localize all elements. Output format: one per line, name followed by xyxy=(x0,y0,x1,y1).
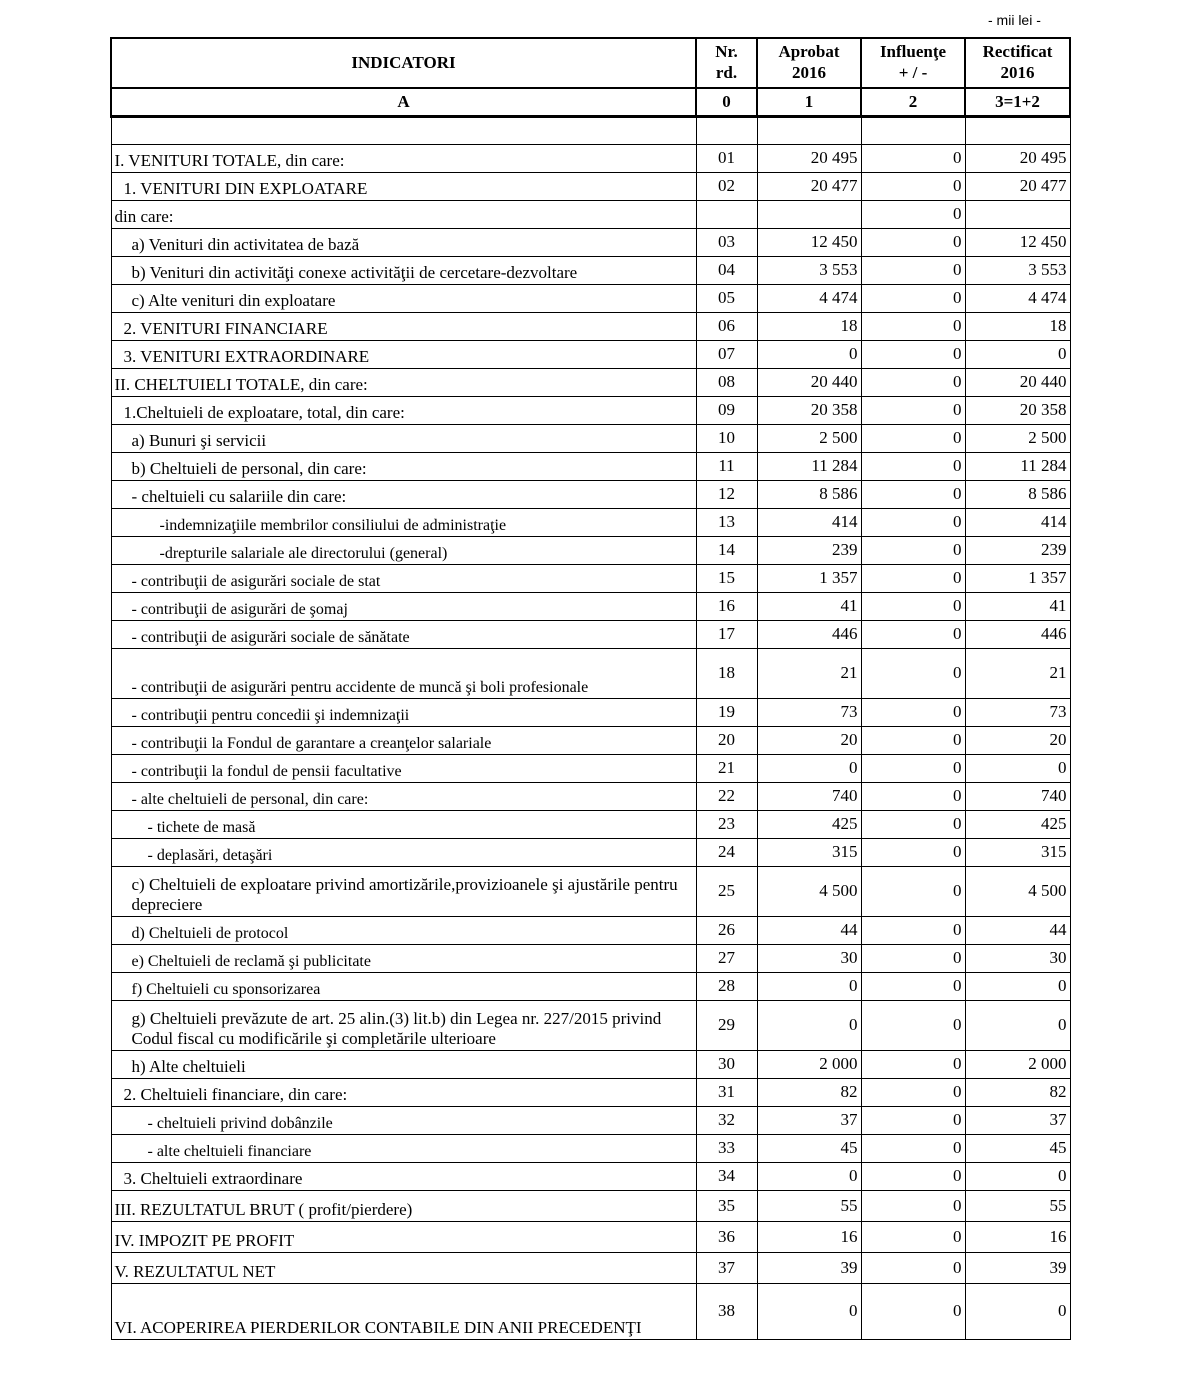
value-influente: 0 xyxy=(861,425,965,453)
value-aprobat: 239 xyxy=(757,537,861,565)
row-number: 33 xyxy=(696,1135,757,1163)
value-influente: 0 xyxy=(861,699,965,727)
indicator-label: - cheltuieli privind dobânzile xyxy=(111,1107,696,1135)
table-row xyxy=(111,867,1070,917)
value-aprobat: 20 xyxy=(757,727,861,755)
table-row xyxy=(111,1135,1070,1163)
value-aprobat: 4 474 xyxy=(757,285,861,313)
row-number: 14 xyxy=(696,537,757,565)
indicator-label: - deplasări, detaşări xyxy=(111,839,696,867)
table-row xyxy=(111,839,1070,867)
indicator-label: III. REZULTATUL BRUT ( profit/pierdere) xyxy=(111,1191,696,1222)
value-aprobat: 20 358 xyxy=(757,397,861,425)
row-number: 06 xyxy=(696,313,757,341)
value-influente: 0 xyxy=(861,593,965,621)
value-rectificat: 239 xyxy=(965,537,1070,565)
value-rectificat: 0 xyxy=(965,341,1070,369)
column-letter-a: A xyxy=(111,88,696,117)
header-influente: Influenţe + / - xyxy=(861,38,965,88)
value-rectificat: 16 xyxy=(965,1222,1070,1253)
value-aprobat: 0 xyxy=(757,1001,861,1051)
indicator-label: a) Venituri din activitatea de bază xyxy=(111,229,696,257)
value-rectificat: 44 xyxy=(965,917,1070,945)
row-number: 38 xyxy=(696,1284,757,1340)
value-rectificat: 20 440 xyxy=(965,369,1070,397)
indicator-label: II. CHELTUIELI TOTALE, din care: xyxy=(111,369,696,397)
row-number: 07 xyxy=(696,341,757,369)
value-aprobat: 41 xyxy=(757,593,861,621)
table-row xyxy=(111,509,1070,537)
value-rectificat: 45 xyxy=(965,1135,1070,1163)
row-number: 19 xyxy=(696,699,757,727)
row-number: 30 xyxy=(696,1051,757,1079)
value-influente: 0 xyxy=(861,649,965,699)
value-aprobat: 446 xyxy=(757,621,861,649)
header-indicatori: INDICATORI xyxy=(111,38,696,88)
value-influente: 0 xyxy=(861,727,965,755)
value-influente: 0 xyxy=(861,1253,965,1284)
unit-label: - mii lei - xyxy=(988,12,1041,28)
value-influente: 0 xyxy=(861,1079,965,1107)
value-influente: 0 xyxy=(861,257,965,285)
value-aprobat: 0 xyxy=(757,1284,861,1340)
header-nr-rd: Nr. rd. xyxy=(696,38,757,88)
value-influente: 0 xyxy=(861,917,965,945)
column-letter-2: 2 xyxy=(861,88,965,117)
value-influente: 0 xyxy=(861,397,965,425)
row-number: 23 xyxy=(696,811,757,839)
value-rectificat: 12 450 xyxy=(965,229,1070,257)
value-aprobat: 0 xyxy=(757,755,861,783)
column-letters-row xyxy=(111,88,1070,117)
value-rectificat: 4 474 xyxy=(965,285,1070,313)
indicator-label: 2. VENITURI FINANCIARE xyxy=(111,313,696,341)
value-rectificat: 8 586 xyxy=(965,481,1070,509)
table-row xyxy=(111,1079,1070,1107)
row-number: 09 xyxy=(696,397,757,425)
indicator-label: din care: xyxy=(111,201,696,229)
indicator-label: c) Alte venituri din exploatare xyxy=(111,285,696,313)
indicator-label: g) Cheltuieli prevăzute de art. 25 alin.(3) lit.b) din Legea nr. 227/2015 privind Codul fiscal cu modificările şi completările ulterioare xyxy=(111,1001,696,1051)
value-influente: 0 xyxy=(861,783,965,811)
value-rectificat: 2 000 xyxy=(965,1051,1070,1079)
table-row xyxy=(111,173,1070,201)
header-rectificat: Rectificat 2016 xyxy=(965,38,1070,88)
value-rectificat: 0 xyxy=(965,1284,1070,1340)
value-influente: 0 xyxy=(861,1001,965,1051)
table-row xyxy=(111,945,1070,973)
value-influente: 0 xyxy=(861,509,965,537)
value-influente: 0 xyxy=(861,145,965,173)
value-aprobat: 20 477 xyxy=(757,173,861,201)
value-aprobat: 425 xyxy=(757,811,861,839)
value-aprobat: 2 000 xyxy=(757,1051,861,1079)
indicator-label: - tichete de masă xyxy=(111,811,696,839)
value-rectificat: 11 284 xyxy=(965,453,1070,481)
indicator-label: -indemnizaţiile membrilor consiliului de administraţie xyxy=(111,509,696,537)
value-rectificat: 414 xyxy=(965,509,1070,537)
value-rectificat: 1 357 xyxy=(965,565,1070,593)
value-aprobat: 0 xyxy=(757,973,861,1001)
value-rectificat: 20 xyxy=(965,727,1070,755)
table-row xyxy=(111,397,1070,425)
value-rectificat: 446 xyxy=(965,621,1070,649)
value-influente: 0 xyxy=(861,811,965,839)
table-row xyxy=(111,285,1070,313)
value-influente: 0 xyxy=(861,537,965,565)
value-aprobat: 315 xyxy=(757,839,861,867)
value-aprobat: 73 xyxy=(757,699,861,727)
table-row xyxy=(111,257,1070,285)
indicator-label: - contribuţii de asigurări sociale de sănătate xyxy=(111,621,696,649)
row-number xyxy=(696,201,757,229)
value-influente: 0 xyxy=(861,173,965,201)
table-row xyxy=(111,755,1070,783)
value-influente: 0 xyxy=(861,481,965,509)
row-number: 02 xyxy=(696,173,757,201)
value-influente: 0 xyxy=(861,621,965,649)
row-number: 34 xyxy=(696,1163,757,1191)
row-number: 35 xyxy=(696,1191,757,1222)
value-aprobat: 8 586 xyxy=(757,481,861,509)
indicator-label: -drepturile salariale ale directorului (general) xyxy=(111,537,696,565)
value-aprobat: 21 xyxy=(757,649,861,699)
table-row xyxy=(111,1253,1070,1284)
indicator-label: d) Cheltuieli de protocol xyxy=(111,917,696,945)
row-number: 20 xyxy=(696,727,757,755)
value-rectificat: 315 xyxy=(965,839,1070,867)
table-row xyxy=(111,537,1070,565)
budget-table xyxy=(110,37,1071,1340)
value-aprobat: 55 xyxy=(757,1191,861,1222)
value-influente: 0 xyxy=(861,313,965,341)
row-number: 21 xyxy=(696,755,757,783)
value-rectificat: 4 500 xyxy=(965,867,1070,917)
value-influente: 0 xyxy=(861,1191,965,1222)
table-row xyxy=(111,811,1070,839)
indicator-label: 2. Cheltuieli financiare, din care: xyxy=(111,1079,696,1107)
indicator-label: 1.Cheltuieli de exploatare, total, din care: xyxy=(111,397,696,425)
indicator-label: e) Cheltuieli de reclamă şi publicitate xyxy=(111,945,696,973)
column-letter-0: 0 xyxy=(696,88,757,117)
row-number: 03 xyxy=(696,229,757,257)
value-influente: 0 xyxy=(861,839,965,867)
table-row xyxy=(111,1051,1070,1079)
header-aprobat: Aprobat 2016 xyxy=(757,38,861,88)
row-number: 22 xyxy=(696,783,757,811)
column-letter-1: 1 xyxy=(757,88,861,117)
value-influente: 0 xyxy=(861,201,965,229)
value-aprobat: 414 xyxy=(757,509,861,537)
row-number: 37 xyxy=(696,1253,757,1284)
blank-row xyxy=(111,117,1070,145)
table-row xyxy=(111,699,1070,727)
value-aprobat: 1 357 xyxy=(757,565,861,593)
row-number: 18 xyxy=(696,649,757,699)
value-rectificat: 0 xyxy=(965,973,1070,1001)
value-aprobat xyxy=(757,201,861,229)
indicator-label: IV. IMPOZIT PE PROFIT xyxy=(111,1222,696,1253)
value-influente: 0 xyxy=(861,1051,965,1079)
value-influente: 0 xyxy=(861,945,965,973)
column-letter-3: 3=1+2 xyxy=(965,88,1070,117)
table-row xyxy=(111,341,1070,369)
indicator-label: - contribuţii de asigurări de şomaj xyxy=(111,593,696,621)
table-row xyxy=(111,369,1070,397)
row-number: 32 xyxy=(696,1107,757,1135)
indicator-label: c) Cheltuieli de exploatare privind amortizările,provizioanele şi ajustările pentru depreciere xyxy=(111,867,696,917)
table-row xyxy=(111,425,1070,453)
table-row xyxy=(111,1191,1070,1222)
value-aprobat: 11 284 xyxy=(757,453,861,481)
value-rectificat: 20 358 xyxy=(965,397,1070,425)
value-rectificat: 20 477 xyxy=(965,173,1070,201)
indicator-label: - contribuţii de asigurări sociale de stat xyxy=(111,565,696,593)
table-row xyxy=(111,145,1070,173)
value-rectificat: 20 495 xyxy=(965,145,1070,173)
table-row xyxy=(111,593,1070,621)
row-number: 29 xyxy=(696,1001,757,1051)
row-number: 24 xyxy=(696,839,757,867)
row-number: 17 xyxy=(696,621,757,649)
value-aprobat: 45 xyxy=(757,1135,861,1163)
row-number: 04 xyxy=(696,257,757,285)
value-aprobat: 82 xyxy=(757,1079,861,1107)
value-influente: 0 xyxy=(861,1222,965,1253)
row-number: 08 xyxy=(696,369,757,397)
value-influente: 0 xyxy=(861,1135,965,1163)
row-number: 05 xyxy=(696,285,757,313)
value-aprobat: 3 553 xyxy=(757,257,861,285)
value-influente: 0 xyxy=(861,285,965,313)
table-row xyxy=(111,1284,1070,1340)
table-row xyxy=(111,565,1070,593)
table-row xyxy=(111,313,1070,341)
value-rectificat: 2 500 xyxy=(965,425,1070,453)
value-aprobat: 20 440 xyxy=(757,369,861,397)
value-rectificat: 425 xyxy=(965,811,1070,839)
value-aprobat: 39 xyxy=(757,1253,861,1284)
value-influente: 0 xyxy=(861,453,965,481)
value-rectificat: 82 xyxy=(965,1079,1070,1107)
indicator-label: h) Alte cheltuieli xyxy=(111,1051,696,1079)
indicator-label: b) Cheltuieli de personal, din care: xyxy=(111,453,696,481)
row-number: 36 xyxy=(696,1222,757,1253)
value-rectificat: 39 xyxy=(965,1253,1070,1284)
indicator-label: b) Venituri din activităţi conexe activităţii de cercetare-dezvoltare xyxy=(111,257,696,285)
value-rectificat: 21 xyxy=(965,649,1070,699)
value-rectificat: 18 xyxy=(965,313,1070,341)
indicator-label: - contribuţii la Fondul de garantare a creanţelor salariale xyxy=(111,727,696,755)
value-influente: 0 xyxy=(861,973,965,1001)
row-number: 26 xyxy=(696,917,757,945)
row-number: 25 xyxy=(696,867,757,917)
indicator-label: 3. VENITURI EXTRAORDINARE xyxy=(111,341,696,369)
value-aprobat: 18 xyxy=(757,313,861,341)
value-aprobat: 4 500 xyxy=(757,867,861,917)
value-aprobat: 30 xyxy=(757,945,861,973)
indicator-label: - alte cheltuieli financiare xyxy=(111,1135,696,1163)
table-row xyxy=(111,727,1070,755)
table-row xyxy=(111,1222,1070,1253)
table-header-row xyxy=(111,38,1070,88)
indicator-label: - contribuţii pentru concedii şi indemnizaţii xyxy=(111,699,696,727)
value-rectificat: 73 xyxy=(965,699,1070,727)
value-aprobat: 12 450 xyxy=(757,229,861,257)
table-row xyxy=(111,481,1070,509)
table-row xyxy=(111,1163,1070,1191)
row-number: 15 xyxy=(696,565,757,593)
value-aprobat: 740 xyxy=(757,783,861,811)
row-number: 12 xyxy=(696,481,757,509)
table-row xyxy=(111,917,1070,945)
row-number: 27 xyxy=(696,945,757,973)
table-row xyxy=(111,621,1070,649)
indicator-label: 3. Cheltuieli extraordinare xyxy=(111,1163,696,1191)
value-aprobat: 0 xyxy=(757,341,861,369)
indicator-label: - contribuţii de asigurări pentru accidente de muncă şi boli profesionale xyxy=(111,649,696,699)
value-influente: 0 xyxy=(861,867,965,917)
row-number: 31 xyxy=(696,1079,757,1107)
value-rectificat: 740 xyxy=(965,783,1070,811)
indicator-label: f) Cheltuieli cu sponsorizarea xyxy=(111,973,696,1001)
value-rectificat xyxy=(965,201,1070,229)
value-influente: 0 xyxy=(861,565,965,593)
row-number: 16 xyxy=(696,593,757,621)
value-aprobat: 0 xyxy=(757,1163,861,1191)
value-aprobat: 44 xyxy=(757,917,861,945)
value-influente: 0 xyxy=(861,369,965,397)
value-aprobat: 2 500 xyxy=(757,425,861,453)
table-row xyxy=(111,973,1070,1001)
value-aprobat: 37 xyxy=(757,1107,861,1135)
value-rectificat: 0 xyxy=(965,755,1070,783)
table-row xyxy=(111,453,1070,481)
value-influente: 0 xyxy=(861,341,965,369)
indicator-label: - cheltuieli cu salariile din care: xyxy=(111,481,696,509)
indicator-label: V. REZULTATUL NET xyxy=(111,1253,696,1284)
value-influente: 0 xyxy=(861,1163,965,1191)
value-rectificat: 3 553 xyxy=(965,257,1070,285)
table-row xyxy=(111,1107,1070,1135)
table-row xyxy=(111,783,1070,811)
indicator-label: a) Bunuri şi servicii xyxy=(111,425,696,453)
value-influente: 0 xyxy=(861,1284,965,1340)
value-influente: 0 xyxy=(861,755,965,783)
value-rectificat: 37 xyxy=(965,1107,1070,1135)
indicator-label: 1. VENITURI DIN EXPLOATARE xyxy=(111,173,696,201)
row-number: 10 xyxy=(696,425,757,453)
value-aprobat: 20 495 xyxy=(757,145,861,173)
value-rectificat: 41 xyxy=(965,593,1070,621)
value-rectificat: 0 xyxy=(965,1163,1070,1191)
table-row xyxy=(111,649,1070,699)
row-number: 28 xyxy=(696,973,757,1001)
indicator-label: I. VENITURI TOTALE, din care: xyxy=(111,145,696,173)
row-number: 13 xyxy=(696,509,757,537)
value-rectificat: 30 xyxy=(965,945,1070,973)
row-number: 01 xyxy=(696,145,757,173)
value-influente: 0 xyxy=(861,229,965,257)
indicator-label: - contribuţii la fondul de pensii facultative xyxy=(111,755,696,783)
value-aprobat: 16 xyxy=(757,1222,861,1253)
table-row xyxy=(111,229,1070,257)
table-row xyxy=(111,201,1070,229)
indicator-label: VI. ACOPERIREA PIERDERILOR CONTABILE DIN ANII PRECEDENŢI xyxy=(111,1284,696,1340)
value-influente: 0 xyxy=(861,1107,965,1135)
value-rectificat: 55 xyxy=(965,1191,1070,1222)
row-number: 11 xyxy=(696,453,757,481)
value-rectificat: 0 xyxy=(965,1001,1070,1051)
indicator-label: - alte cheltuieli de personal, din care: xyxy=(111,783,696,811)
table-row xyxy=(111,1001,1070,1051)
